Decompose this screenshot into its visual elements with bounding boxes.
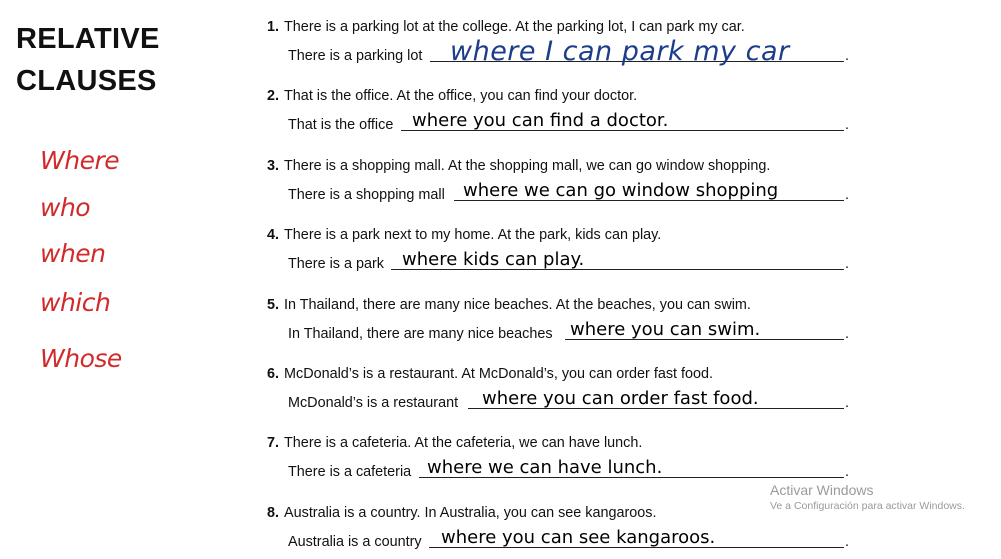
watermark-subtitle: Ve a Configuración para activar Windows. — [770, 500, 965, 512]
question-prompt: McDonald’s is a restaurant. At McDonald’s, you can order fast food. — [284, 366, 714, 382]
question-number: 6. — [267, 366, 280, 382]
answer-stem: There is a cafeteria — [288, 464, 412, 480]
question-prompt: There is a cafeteria. At the cafeteria, we can have lunch. — [284, 435, 643, 451]
answer-period: . — [845, 534, 849, 550]
answer-text: where kids can play. — [402, 249, 585, 270]
pronoun-which: which — [40, 288, 111, 317]
question-2 — [267, 86, 857, 133]
answer-period: . — [845, 395, 849, 411]
title-line-1: RELATIVE — [16, 23, 160, 55]
title-line-2: CLAUSES — [16, 65, 157, 97]
question-8 — [267, 503, 857, 550]
answer-period: . — [845, 326, 849, 342]
question-prompt: In Thailand, there are many nice beaches. At the beaches, you can swim. — [284, 297, 751, 313]
pronoun-whose: Whose — [40, 344, 122, 373]
question-prompt: There is a shopping mall. At the shopping mall, we can go window shopping. — [284, 158, 771, 174]
question-number: 2. — [267, 88, 280, 104]
question-6 — [267, 364, 857, 411]
question-number: 5. — [267, 297, 280, 313]
activation-watermark — [770, 482, 965, 512]
answer-stem: There is a park — [288, 256, 384, 272]
question-1 — [267, 17, 857, 67]
answer-period: . — [845, 187, 849, 203]
answer-period: . — [845, 256, 849, 272]
answer-text: where you can order fast food. — [482, 388, 759, 409]
answer-stem: There is a parking lot — [288, 48, 423, 64]
answer-period: . — [845, 48, 849, 64]
answer-period: . — [845, 117, 849, 133]
question-number: 8. — [267, 505, 280, 521]
question-number: 7. — [267, 435, 280, 451]
question-number: 1. — [267, 19, 280, 35]
pronoun-when: when — [40, 239, 106, 268]
worksheet-title — [16, 18, 160, 102]
question-prompt: That is the office. At the office, you can find your doctor. — [284, 88, 638, 104]
pronoun-where: Where — [40, 146, 120, 175]
answer-stem: There is a shopping mall — [288, 187, 445, 203]
answer-text: where we can go window shopping — [463, 180, 779, 201]
question-3 — [267, 156, 857, 203]
answer-text: where you can see kangaroos. — [441, 527, 716, 548]
answer-text: where I can park my car — [450, 36, 790, 67]
answer-stem: In Thailand, there are many nice beaches — [288, 326, 553, 342]
question-prompt: There is a park next to my home. At the park, kids can play. — [284, 227, 662, 243]
question-5 — [267, 295, 857, 342]
answer-text: where we can have lunch. — [427, 457, 663, 478]
answer-period: . — [845, 464, 849, 480]
answer-stem: McDonald’s is a restaurant — [288, 395, 459, 411]
answer-text: where you can swim. — [570, 319, 761, 340]
pronoun-who: who — [40, 193, 91, 222]
question-prompt: Australia is a country. In Australia, you can see kangaroos. — [284, 505, 657, 521]
question-7 — [267, 433, 857, 480]
answer-stem: That is the office — [288, 117, 394, 133]
answer-stem: Australia is a country — [288, 534, 422, 550]
question-number: 3. — [267, 158, 280, 174]
answer-text: where you can find a doctor. — [412, 110, 669, 131]
question-prompt: There is a parking lot at the college. At the parking lot, I can park my car. — [284, 19, 745, 35]
question-4 — [267, 225, 857, 272]
question-number: 4. — [267, 227, 280, 243]
watermark-title: Activar Windows — [770, 482, 874, 498]
